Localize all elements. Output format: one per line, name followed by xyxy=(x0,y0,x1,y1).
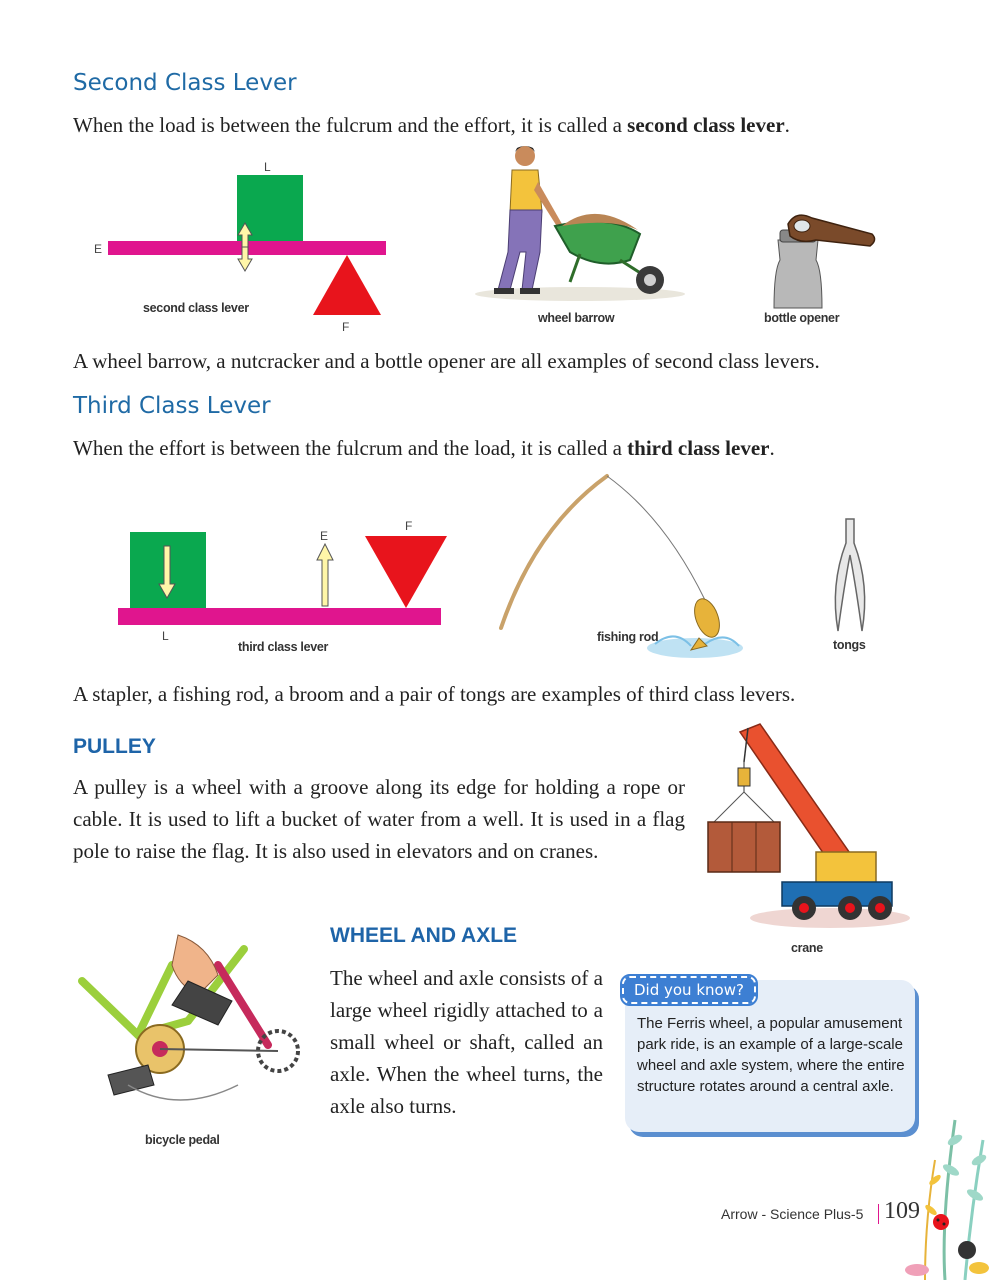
second-class-intro xyxy=(73,109,933,141)
third-class-intro xyxy=(73,432,933,464)
intro-text: When the effort is between the fulcrum and the load, it is called a xyxy=(73,436,628,460)
label-fulcrum: F xyxy=(342,320,350,334)
did-you-know-text: The Ferris wheel, a popular amusement park ride, is an example of a large-scale wheel and axle system, where the entire structure rotates around a central axle. xyxy=(637,1015,905,1095)
fulcrum-triangle xyxy=(365,536,447,608)
pulley-text: A pulley is a wheel with a groove along its edge for holding a rope or cable. It is used to lift a bucket of water from a well. It is used in a flag pole to raise the flag. It is also used in elevators and on cranes. xyxy=(73,775,685,863)
footer-divider xyxy=(878,1204,879,1224)
caption-bicycle-pedal: bicycle pedal xyxy=(145,1133,220,1147)
caption-bottle-opener: bottle opener xyxy=(764,311,840,325)
caption-fishing-rod: fishing rod xyxy=(597,630,659,644)
caption-third-class-lever: third class lever xyxy=(238,640,329,654)
heading-second-class-lever: Second Class Lever xyxy=(73,70,297,96)
wheelbarrow-illustration xyxy=(470,142,690,307)
heading-third-class-lever: Third Class Lever xyxy=(73,393,271,419)
crane-illustration xyxy=(700,722,910,932)
label-load: L xyxy=(162,629,169,643)
third-class-examples: A stapler, a fishing rod, a broom and a pair of tongs are examples of third class levers. xyxy=(73,682,796,706)
caption-wheelbarrow: wheel barrow xyxy=(538,311,615,325)
did-you-know-tag: Did you know? xyxy=(622,976,756,1004)
label-effort: E xyxy=(320,529,329,543)
intro-bold-term: third class lever xyxy=(627,436,770,460)
label-fulcrum: F xyxy=(405,519,413,533)
effort-up-arrow xyxy=(317,544,333,606)
intro-bold-term: second class lever xyxy=(627,113,785,137)
lever-bar xyxy=(118,608,441,625)
tongs-illustration xyxy=(820,515,880,635)
intro-text: When the load is between the fulcrum and the effort, it is called a xyxy=(73,113,628,137)
heading-wheel-and-axle: WHEEL AND AXLE xyxy=(330,924,518,947)
caption-crane: crane xyxy=(791,941,823,955)
intro-period: . xyxy=(769,436,775,460)
caption-tongs: tongs xyxy=(833,638,866,652)
floral-decoration xyxy=(905,1100,989,1280)
bottle-opener-illustration xyxy=(760,200,880,310)
intro-period: . xyxy=(784,113,790,137)
label-load: L xyxy=(264,160,271,174)
second-class-examples: A wheel barrow, a nutcracker and a bottle opener are all examples of second class levers. xyxy=(73,349,820,373)
fulcrum-triangle xyxy=(313,255,381,315)
bicycle-pedal-illustration xyxy=(68,925,308,1125)
third-class-lever-diagram xyxy=(110,520,450,630)
page-number: 109 xyxy=(884,1198,920,1224)
label-effort: E xyxy=(94,242,103,256)
heading-pulley: PULLEY xyxy=(73,735,156,758)
footer-book-title: Arrow - Science Plus-5 xyxy=(721,1206,864,1222)
wheel-axle-text: The wheel and axle consists of a large wheel rigidly attached to a small wheel or shaft, called an axle. When the wheel turns, the axle also turns. xyxy=(330,966,603,1118)
caption-second-class-lever: second class lever xyxy=(143,301,249,315)
